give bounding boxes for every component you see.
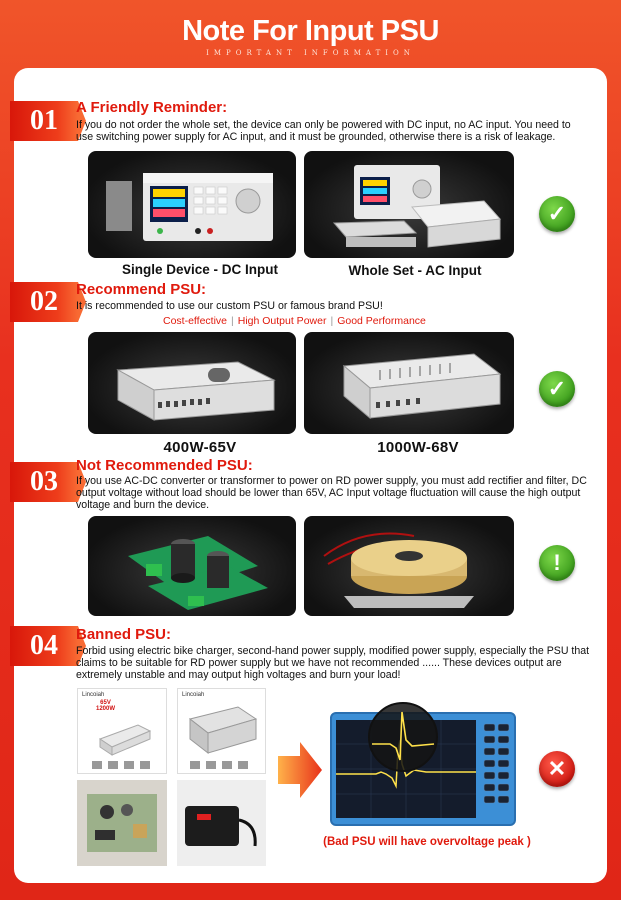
tag-good-performance: Good Performance (337, 315, 426, 327)
psu-box-illustration (178, 689, 267, 775)
oscilloscope-note: (Bad PSU will have overvoltage peak ) (323, 836, 531, 848)
spec-label: 65V 1200W (96, 700, 116, 712)
transformer-illustration (304, 516, 514, 616)
dc-power-supply-illustration (88, 151, 296, 258)
open-psu-board-illustration (77, 780, 167, 866)
section-number-03: 03 (10, 462, 78, 502)
section-title-01: A Friendly Reminder: (76, 99, 228, 116)
rectifier-board-photo (88, 516, 296, 616)
page-title: Note For Input PSU (182, 15, 439, 47)
section-text-02: It is recommended to use our custom PSU or famous brand PSU! (76, 300, 383, 312)
whole-set-photo (304, 151, 514, 258)
section-title-04: Banned PSU: (76, 626, 172, 643)
check-icon: ✓ (539, 196, 575, 232)
section-number-02: 02 (10, 282, 78, 322)
exclamation-icon: ! (539, 545, 575, 581)
banned-psu-thumb-1 (77, 688, 167, 774)
section-number-04: 04 (10, 626, 78, 666)
caption-400w: 400W-65V (163, 439, 237, 456)
page-subtitle: IMPORTANT INFORMATION (206, 49, 415, 57)
magnifier-circle (368, 702, 438, 772)
transformer-photo (304, 516, 514, 616)
right-arrow-icon (278, 742, 322, 798)
rectifier-board-illustration (88, 516, 296, 616)
tag-cost-effective: Cost-effective (163, 315, 227, 327)
caption-whole-set: Whole Set - AC Input (348, 263, 482, 278)
section-text-04: Forbid using electric bike charger, second-hand power supply, modified power supply, especially the PSU that claims to be suitable for RD power supply but we have not recommended ...... These devices output are extremely unstable and may output high voltages and burn your load! (76, 645, 590, 681)
oscilloscope-buttons (482, 720, 512, 820)
single-device-photo (88, 151, 296, 258)
peak-zoom-illustration (370, 704, 436, 770)
section-text-03: If you use AC-DC converter or transformer to power on RD power supply, you must add rectifier and filter, DC output voltage without load should be lower than 65V, AC Input voltage fluctuation will cause the high output voltage and burn the device. (76, 475, 587, 511)
brand-label: Lincoiah (182, 692, 205, 698)
ac-power-set-illustration (304, 151, 514, 258)
psu-1000w-illustration (304, 332, 514, 434)
section-text-01: If you do not order the whole set, the device can only be powered with DC input, no AC input. You need to use switching power supply for AC input, and it must be grounded, otherwise there is a risk of leakage. (76, 119, 571, 143)
section-title-02: Recommend PSU: (76, 281, 207, 298)
ebike-charger-illustration (177, 780, 266, 866)
caption-1000w: 1000W-68V (377, 439, 459, 456)
psu-400w-photo (88, 332, 296, 434)
banned-open-psu-thumb (77, 780, 167, 866)
caption-single-device: Single Device - DC Input (121, 262, 279, 277)
page-header (0, 0, 621, 68)
psu-box-illustration (78, 689, 168, 775)
tag-high-output-power: High Output Power (237, 315, 327, 327)
banned-charger-thumb (177, 780, 266, 866)
section-title-03: Not Recommended PSU: (76, 457, 253, 474)
button-grid-illustration (482, 720, 512, 820)
check-icon: ✓ (539, 371, 575, 407)
psu-400w-illustration (88, 332, 296, 434)
cross-icon: ✕ (539, 751, 575, 787)
banned-psu-thumb-2 (177, 688, 266, 774)
section-number-01: 01 (10, 101, 78, 141)
oscilloscope-device (330, 712, 516, 826)
feature-tags: Cost-effective | High Output Power | Good Performance (163, 315, 426, 327)
brand-label: Lincoiah (82, 692, 105, 698)
psu-1000w-photo (304, 332, 514, 434)
